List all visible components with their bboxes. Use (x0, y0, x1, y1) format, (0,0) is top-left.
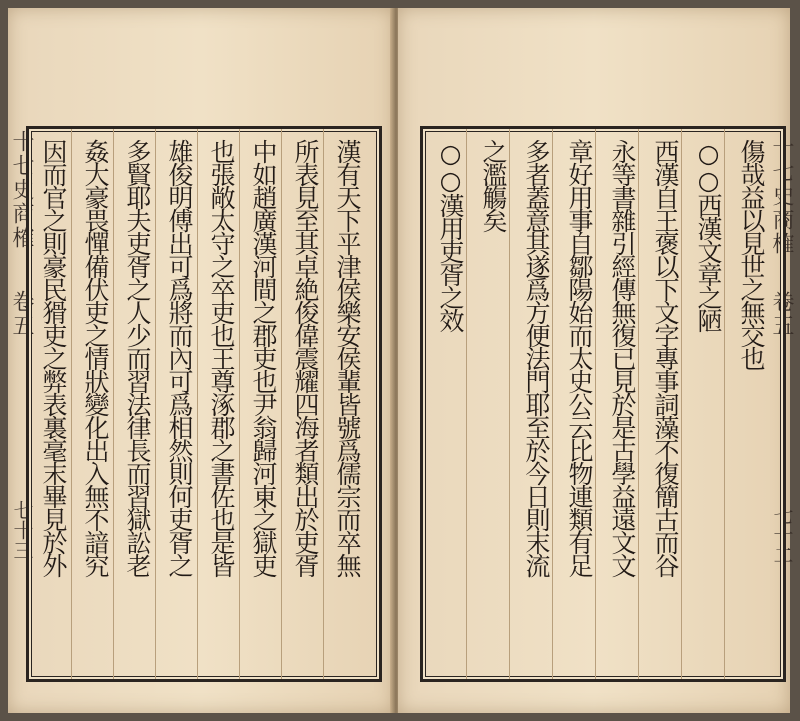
text-column: 之濫觴矣 (479, 139, 508, 231)
text-column: 多者蓋意其遂爲方便法門耶至於今日則末流 (522, 139, 551, 576)
text-column: 姦大豪畏憚備伏吏之情狀變化出入無不諳究 (81, 139, 110, 576)
text-column: 多賢耶夫吏胥之人少而習法律長而習獄訟老 (123, 139, 152, 576)
left-margin-volume: 卷五 (9, 290, 34, 338)
section-heading: ○○漢用吏胥之效 (436, 139, 465, 331)
text-column: 中如趙廣漢河間之郡吏也尹翁歸河東之獄吏 (249, 139, 278, 576)
text-column: 傷哉益以見世之無交也 (737, 139, 766, 369)
right-margin-volume: 卷五 (769, 290, 794, 338)
text-column: 雄俊明傅出可爲將而內可爲相然則何吏胥之 (165, 139, 194, 576)
section-heading: ○○西漢文章之陋 (694, 139, 723, 331)
left-margin-title: 十七史商榷 (9, 130, 34, 250)
right-fold-number: 七十二 (770, 505, 794, 565)
right-margin-title: 十七史商榷 (769, 136, 794, 256)
right-text-frame (420, 126, 786, 682)
text-column: 也張敞太守之卒吏也王尊涿郡之書佐也是皆 (207, 139, 236, 576)
left-text-frame (26, 126, 382, 682)
left-fold-number: 七十三 (10, 500, 34, 560)
text-column: 因而官之則豪民猾吏之弊表裏毫末畢見於外 (39, 139, 68, 576)
text-column: 永等書雜引經傳無復已見於是古學益遠文文 (608, 139, 637, 576)
text-column: 章好用事自鄒陽始而太史公云比物連類有足 (565, 139, 594, 576)
text-column: 西漢自王褒以下文字專事詞藻不復簡古而谷 (651, 139, 680, 576)
text-column: 所表見至其卓絶俊偉震耀四海者類出於吏胥 (291, 139, 320, 576)
text-column: 漢有天下平津侯樂安侯輩皆號爲儒宗而卒無 (333, 139, 362, 576)
